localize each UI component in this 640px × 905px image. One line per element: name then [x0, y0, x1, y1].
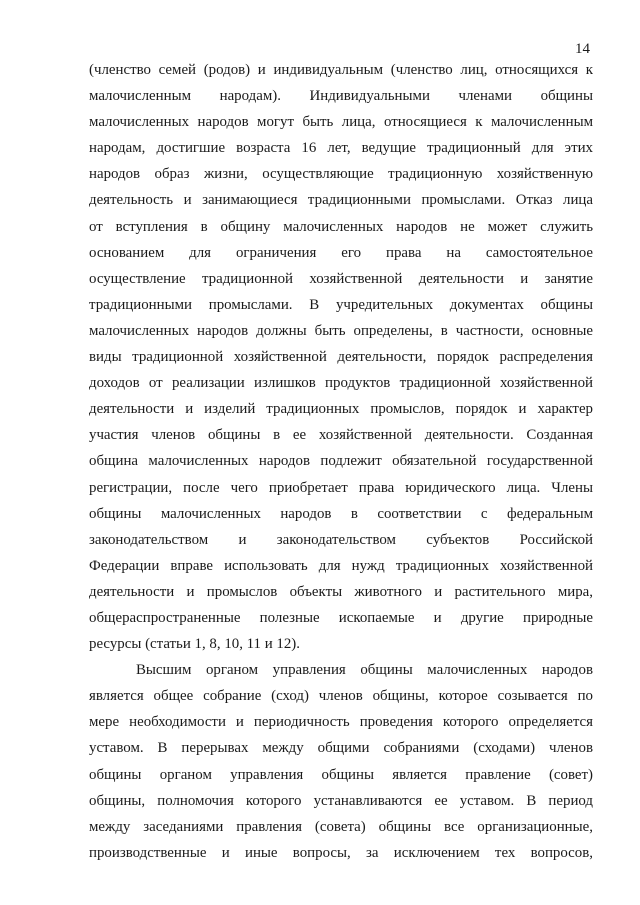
body-text — [89, 57, 593, 866]
text-line: община малочисленных народов подлежит обязательной государственной — [89, 453, 593, 470]
text-line: малочисленных народов должны быть определены, в частности, основные — [89, 322, 593, 339]
text-line: мере необходимости и периодичность проведения которого определяется — [89, 714, 593, 731]
text-line: виды традиционной хозяйственной деятельности, порядок распределения — [89, 349, 593, 366]
text-line: общины малочисленных народов в соответствии с федеральным — [89, 505, 593, 522]
text-line: деятельности и изделий традиционных промыслов, порядок и характер — [89, 401, 593, 418]
text-line: (членство семей (родов) и индивидуальным (членство лиц, относящихся к — [89, 62, 593, 78]
text-line: Федерации вправе использовать для нужд традиционных хозяйственной — [89, 557, 593, 574]
text-line: малочисленных народов могут быть лица, относящиеся к малочисленным — [89, 114, 593, 131]
text-line: общины, полномочия которого устанавливаются ее уставом. В период — [89, 792, 593, 809]
text-line: общераспространенные полезные ископаемые и другие природные — [89, 609, 593, 626]
text-line: основанием для ограничения его права на самостоятельное — [89, 244, 593, 261]
text-line: уставом. В перерывах между общими собраниями (сходами) членов — [89, 740, 593, 757]
text-line: регистрации, после чего приобретает права юридического лица. Члены — [89, 479, 593, 496]
text-line: осуществление традиционной хозяйственной деятельности и занятие — [89, 270, 593, 287]
text-line: доходов от реализации излишков продуктов традиционной хозяйственной — [89, 375, 593, 392]
paragraph-2 — [89, 657, 593, 866]
text-line: ресурсы (статьи 1, 8, 10, 11 и 12). — [89, 636, 300, 653]
text-line: малочисленным народам). Индивидуальными членами общины — [89, 88, 593, 105]
text-line: является общее собрание (сход) членов общины, которое созывается по — [89, 688, 593, 705]
text-line: участия членов общины в ее хозяйственной деятельности. Созданная — [89, 427, 593, 444]
text-line: производственные и иные вопросы, за исключением тех вопросов, — [89, 844, 593, 861]
text-line: от вступления в общину малочисленных народов не может служить — [89, 218, 593, 235]
text-line: деятельность и занимающиеся традиционными промыслами. Отказ лица — [89, 192, 593, 209]
text-line: общины органом управления общины является правление (совет) — [89, 766, 593, 783]
text-line: народам, достигшие возраста 16 лет, ведущие традиционный для этих — [89, 140, 593, 157]
text-line: Высшим органом управления общины малочисленных народов — [136, 662, 593, 679]
text-line: традиционными промыслами. В учредительных документах общины — [89, 296, 593, 313]
paragraph-1 — [89, 57, 593, 657]
text-line: деятельности и промыслов объекты животного и растительного мира, — [89, 583, 593, 600]
text-line: между заседаниями правления (совета) общины все организационные, — [89, 818, 593, 835]
text-line: народов образ жизни, осуществляющие традиционную хозяйственную — [89, 166, 593, 183]
page-number: 14 — [575, 41, 590, 57]
text-line: законодательством и законодательством субъектов Российской — [89, 531, 593, 548]
